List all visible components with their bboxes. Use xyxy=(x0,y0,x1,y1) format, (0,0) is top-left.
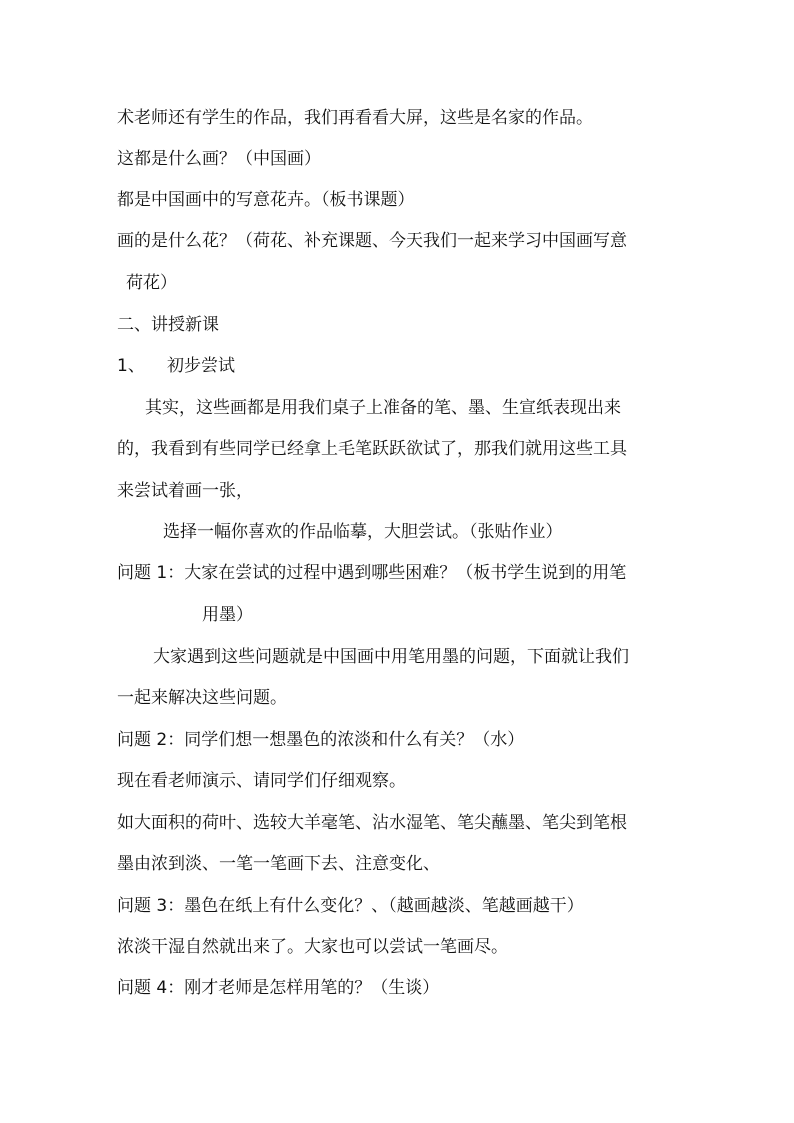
text-line-20: 墨由浓到淡、一笔一笔画下去、注意变化、 xyxy=(117,854,440,874)
text-line-10: 的，我看到有些同学已经拿上毛笔跃跃欲试了，那我们就用这些工具 xyxy=(117,439,627,459)
text-line-1: 术老师还有学生的作品，我们再看看大屏，这些是名家的作品。 xyxy=(117,108,593,128)
text-line-11: 来尝试着画一张， xyxy=(117,481,253,501)
text-line-3: 都是中国画中的写意花卉。（板书课题） xyxy=(117,190,415,210)
text-line-2: 这都是什么画？（中国画） xyxy=(117,149,321,169)
text-line-18: 现在看老师演示、请同学们仔细观察。 xyxy=(117,771,406,791)
question-1: 问题 1：大家在尝试的过程中遇到哪些困难？（板书学生说到的用笔 xyxy=(117,563,627,583)
text-line-4: 画的是什么花？（荷花、补充课题、今天我们一起来学习中国画写意 xyxy=(117,231,627,251)
text-line-15: 大家遇到这些问题就是中国画中用笔用墨的问题，下面就让我们 xyxy=(153,647,629,667)
question-3: 问题 3：墨色在纸上有什么变化？、（越画越淡、笔越画越干） xyxy=(117,896,584,916)
text-line-9: 其实，这些画都是用我们桌子上准备的笔、墨、生宣纸表现出来 xyxy=(145,398,621,418)
text-line-19: 如大面积的荷叶、选较大羊毫笔、沾水湿笔、笔尖蘸墨、笔尖到笔根 xyxy=(117,813,627,833)
question-2: 问题 2：同学们想一想墨色的浓淡和什么有关？（水） xyxy=(117,730,525,750)
text-line-22: 浓淡干湿自然就出来了。大家也可以尝试一笔画尽。 xyxy=(117,937,508,957)
text-line-5: 荷花） xyxy=(126,273,177,293)
text-line-12: 选择一幅你喜欢的作品临摹，大胆尝试。（张贴作业） xyxy=(163,522,563,542)
text-line-16: 一起来解决这些问题。 xyxy=(117,688,287,708)
section-heading: 二、讲授新课 xyxy=(117,315,219,335)
subsection-title: 初步尝试 xyxy=(167,356,235,376)
subsection-number: 1、 xyxy=(117,356,145,376)
text-line-14: 用墨） xyxy=(202,605,253,625)
question-4: 问题 4：刚才老师是怎样用笔的？（生谈） xyxy=(117,978,440,998)
